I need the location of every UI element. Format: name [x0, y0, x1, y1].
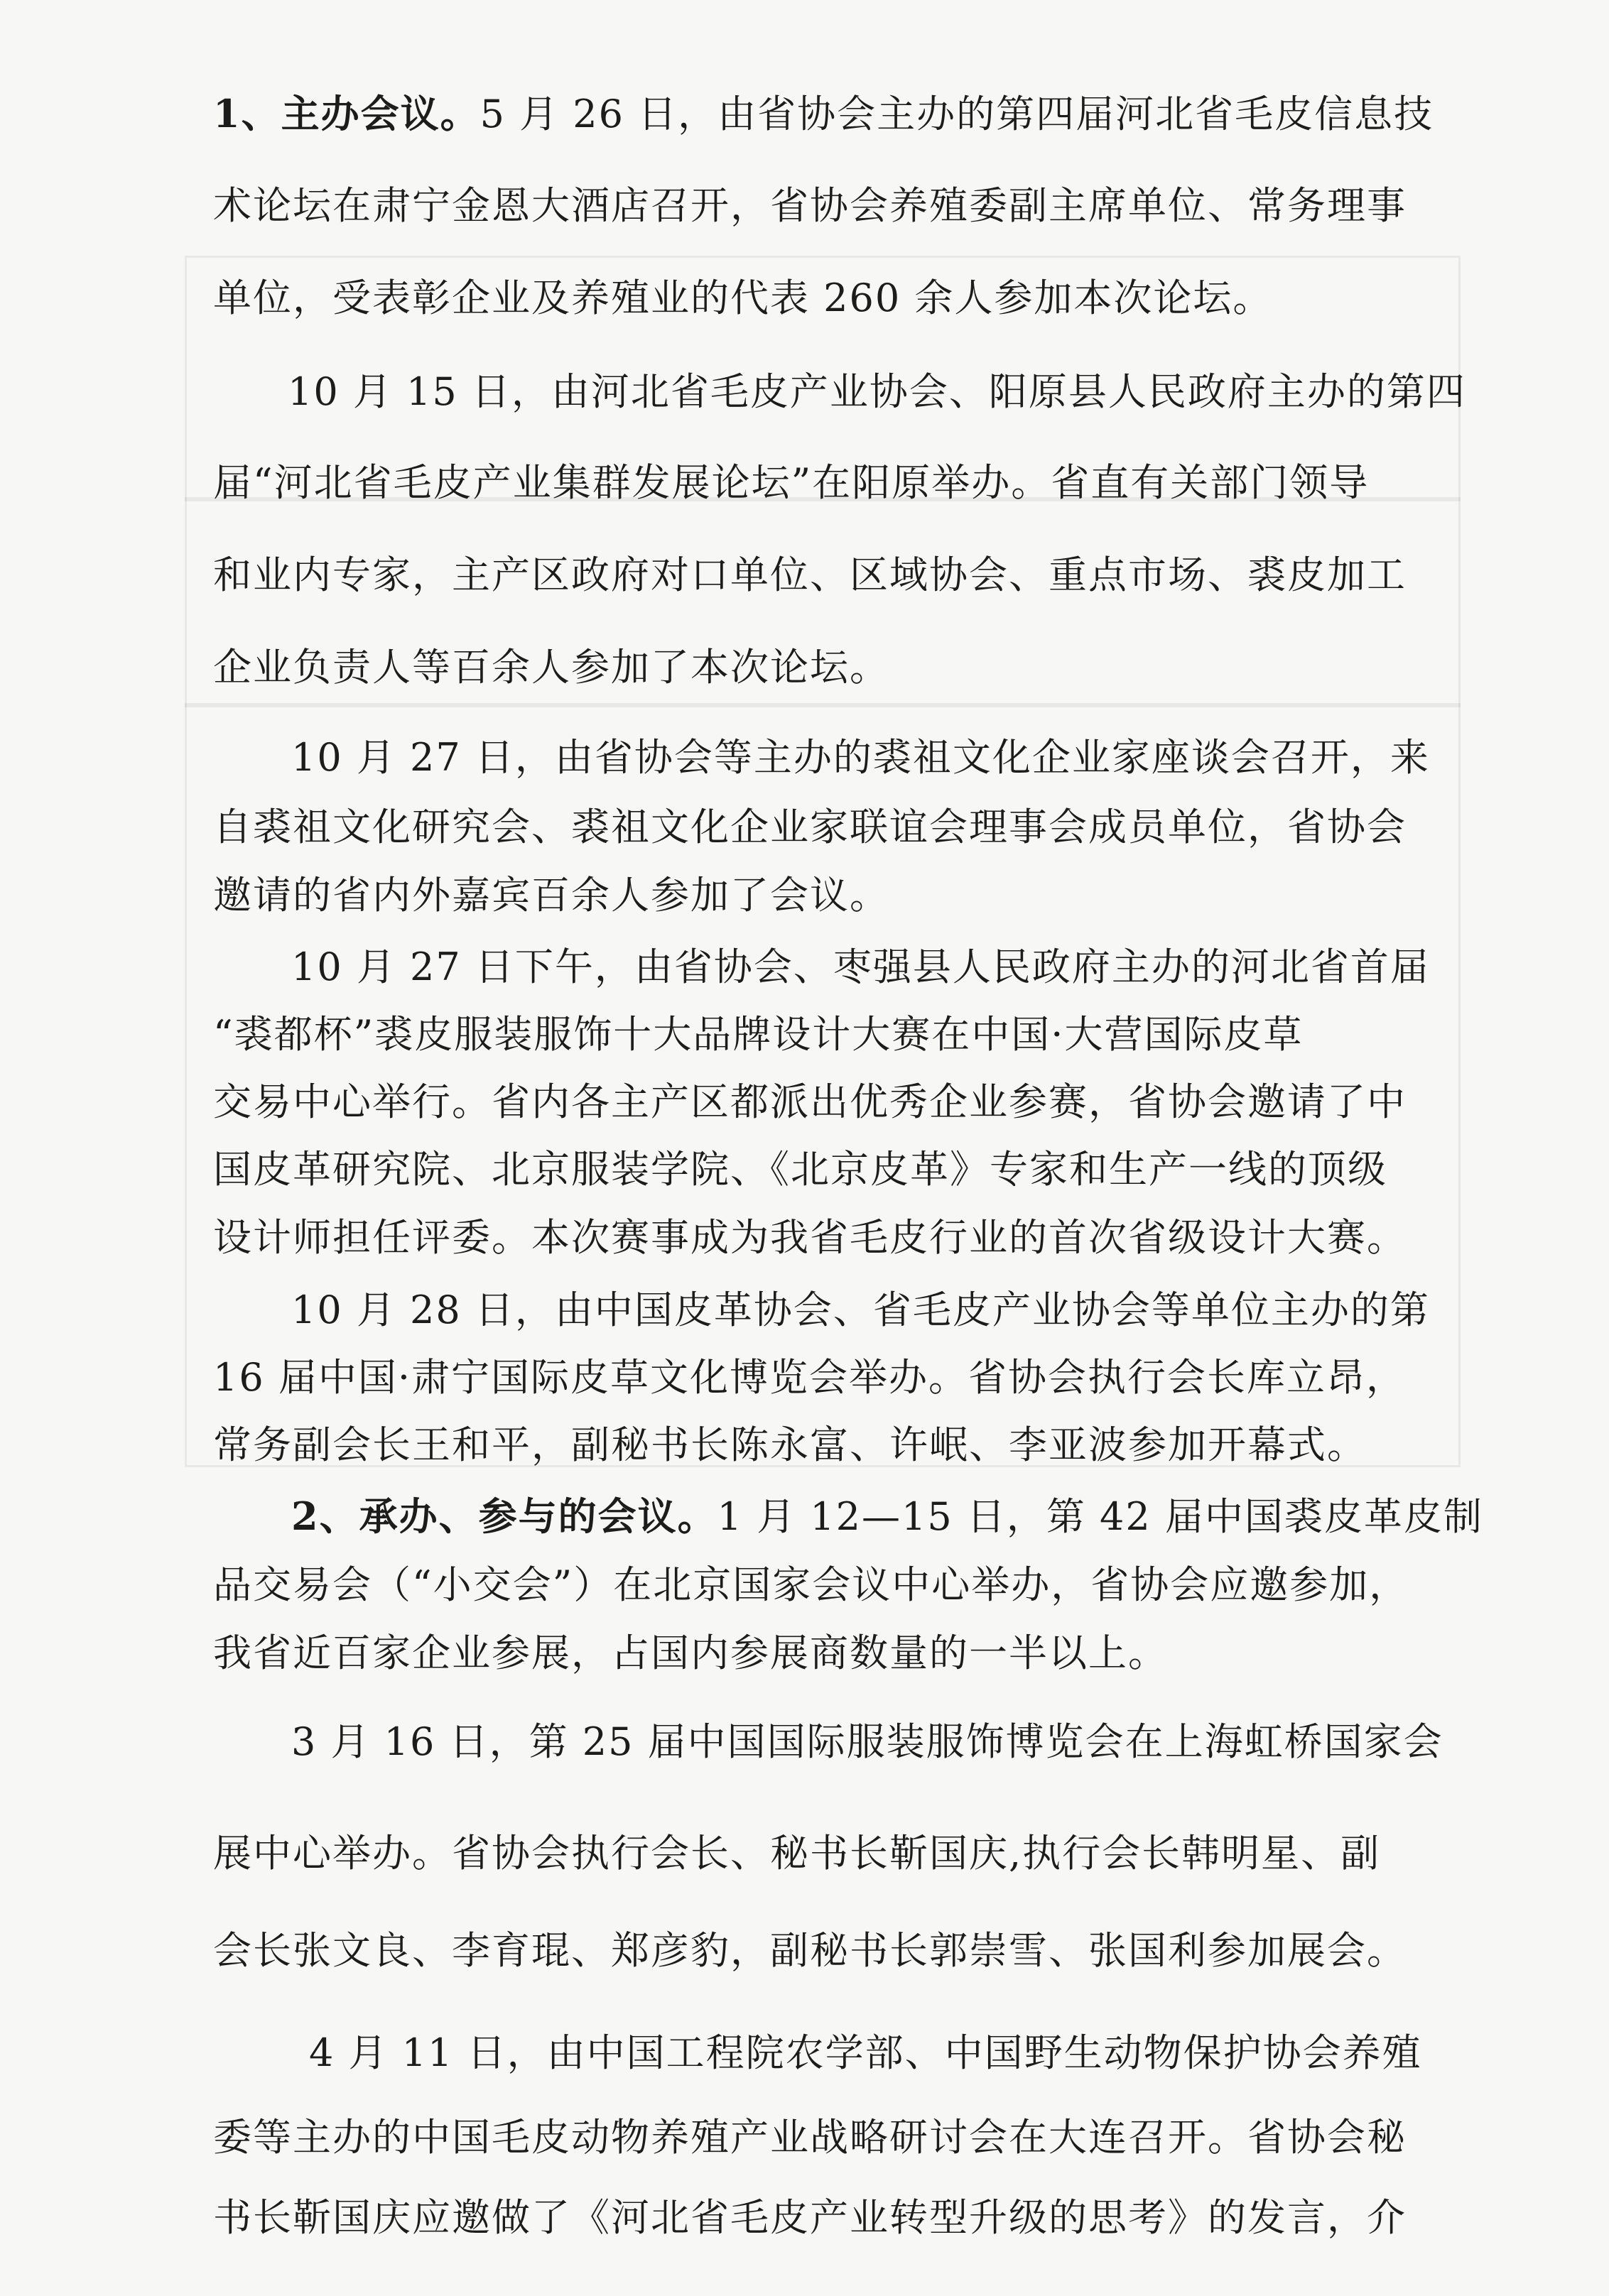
text-line: 品交易会（“小交会”）在北京国家会议中心举办，省协会应邀参加，	[213, 1562, 1409, 1607]
text-line: 10 月 28 日，由中国皮革协会、省毛皮产业协会等单位主办的第	[291, 1288, 1430, 1332]
text-line: 委等主办的中国毛皮动物养殖产业战略研讨会在大连召开。省协会秘	[213, 2115, 1407, 2160]
text-line: “裘都杯”裘皮服装服饰十大品牌设计大赛在中国·大营国际皮草	[213, 1012, 1304, 1057]
text-line: 和业内专家，主产区政府对口单位、区域协会、重点市场、裘皮加工	[213, 553, 1407, 597]
text-line	[291, 1477, 1609, 1555]
text-line: 设计师担任评委。本次赛事成为我省毛皮行业的首次省级设计大赛。	[213, 1215, 1407, 1260]
text-line: 常务副会长王和平，副秘书长陈永富、许岷、李亚波参加开幕式。	[213, 1422, 1367, 1467]
text-line: 展中心举办。省协会执行会长、秘书长靳国庆,执行会长韩明星、副	[213, 1831, 1381, 1876]
text-line: 交易中心举行。省内各主产区都派出优秀企业参赛，省协会邀请了中	[213, 1079, 1407, 1124]
text-line: 16 届中国·肃宁国际皮草文化博览会举办。省协会执行会长库立昂，	[213, 1355, 1407, 1400]
text-line: 书长靳国庆应邀做了《河北省毛皮产业转型升级的思考》的发言，介	[213, 2195, 1407, 2240]
text-line	[213, 75, 1609, 153]
text-line: 术论坛在肃宁金恩大酒店召开，省协会养殖委副主席单位、常务理事	[213, 183, 1407, 228]
line-body: 1 月 12—15 日，第 42 届中国裘皮革皮制	[717, 1494, 1483, 1539]
text-line: 4 月 11 日，由中国工程院农学部、中国野生动物保护协会养殖	[309, 2030, 1422, 2075]
text-line: 我省近百家企业参展，占国内参展商数量的一半以上。	[213, 1631, 1168, 1675]
text-line: 国皮革研究院、北京服装学院、《北京皮革》专家和生产一线的顶级	[213, 1147, 1387, 1192]
text-line: 企业负责人等百余人参加了本次论坛。	[213, 645, 889, 690]
text-line: 会长张文良、李育琨、郑彦豹，副秘书长郭崇雪、张国利参加展会。	[213, 1928, 1407, 1973]
text-line: 10 月 27 日下午，由省协会、枣强县人民政府主办的河北省首届	[291, 945, 1430, 989]
text-line: 自裘祖文化研究会、裘祖文化企业家联谊会理事会成员单位，省协会	[213, 805, 1407, 849]
text-line: 届“河北省毛皮产业集群发展论坛”在阳原举办。省直有关部门领导	[213, 460, 1370, 505]
section-heading: 2、承办、参与的会议。	[291, 1494, 717, 1539]
line-body: 5 月 26 日，由省协会主办的第四届河北省毛皮信息技	[480, 92, 1434, 136]
text-line: 10 月 27 日，由省协会等主办的裘祖文化企业家座谈会召开，来	[291, 735, 1430, 780]
section-heading: 1、主办会议。	[213, 91, 480, 136]
text-line: 10 月 15 日，由河北省毛皮产业协会、阳原县人民政府主办的第四	[288, 369, 1466, 414]
text-line: 邀请的省内外嘉宾百余人参加了会议。	[213, 873, 889, 918]
text-line: 3 月 16 日，第 25 届中国国际服装服饰博览会在上海虹桥国家会	[291, 1719, 1443, 1764]
text-line: 单位，受表彰企业及养殖业的代表 260 余人参加本次论坛。	[213, 276, 1273, 320]
